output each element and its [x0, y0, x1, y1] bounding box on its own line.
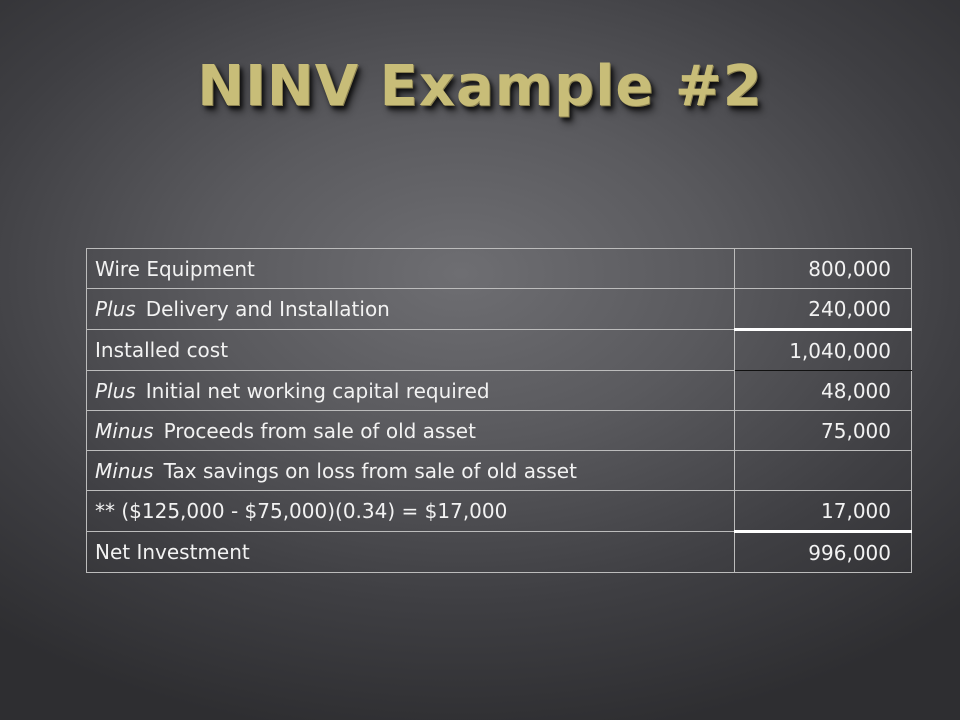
- row-label: Installed cost: [95, 338, 229, 362]
- row-prefix: Plus: [95, 378, 136, 403]
- row-prefix: Minus: [95, 458, 154, 483]
- row-label-cell: [87, 451, 735, 491]
- row-label: Net Investment: [95, 540, 250, 564]
- row-value: 240,000: [734, 289, 911, 330]
- row-prefix: Minus: [95, 418, 154, 443]
- row-label: Wire Equipment: [95, 256, 255, 281]
- table-row: [87, 491, 912, 532]
- net-investment-table: [86, 248, 912, 573]
- row-value: 48,000: [734, 371, 911, 411]
- table-row: [87, 249, 912, 289]
- table-row: [87, 532, 912, 573]
- row-label-cell: [87, 330, 735, 371]
- table-row: [87, 371, 912, 411]
- table-row: [87, 451, 912, 491]
- row-prefix: Plus: [95, 297, 136, 321]
- row-label: Tax savings on loss from sale of old asset: [163, 458, 577, 483]
- table-row: [87, 411, 912, 451]
- table-row: [87, 289, 912, 330]
- row-label-cell: [87, 411, 735, 451]
- row-label: Delivery and Installation: [145, 297, 390, 321]
- row-label-cell: [87, 249, 735, 289]
- row-value: 996,000: [734, 532, 911, 573]
- slide-title: NINV Example #2: [197, 54, 763, 119]
- row-value: 17,000: [734, 491, 911, 532]
- row-value: [734, 451, 911, 491]
- row-label: Proceeds from sale of old asset: [163, 418, 476, 443]
- row-label-cell: [87, 532, 735, 573]
- row-value: 75,000: [734, 411, 911, 451]
- row-label-cell: [87, 289, 735, 330]
- row-label-cell: [87, 371, 735, 411]
- row-label: Initial net working capital required: [145, 378, 490, 403]
- row-value: 800,000: [734, 249, 911, 289]
- table-row: [87, 330, 912, 371]
- row-label: ** ($125,000 - $75,000)(0.34) = $17,000: [95, 499, 508, 523]
- row-value: 1,040,000: [734, 330, 911, 371]
- row-label-cell: [87, 491, 735, 532]
